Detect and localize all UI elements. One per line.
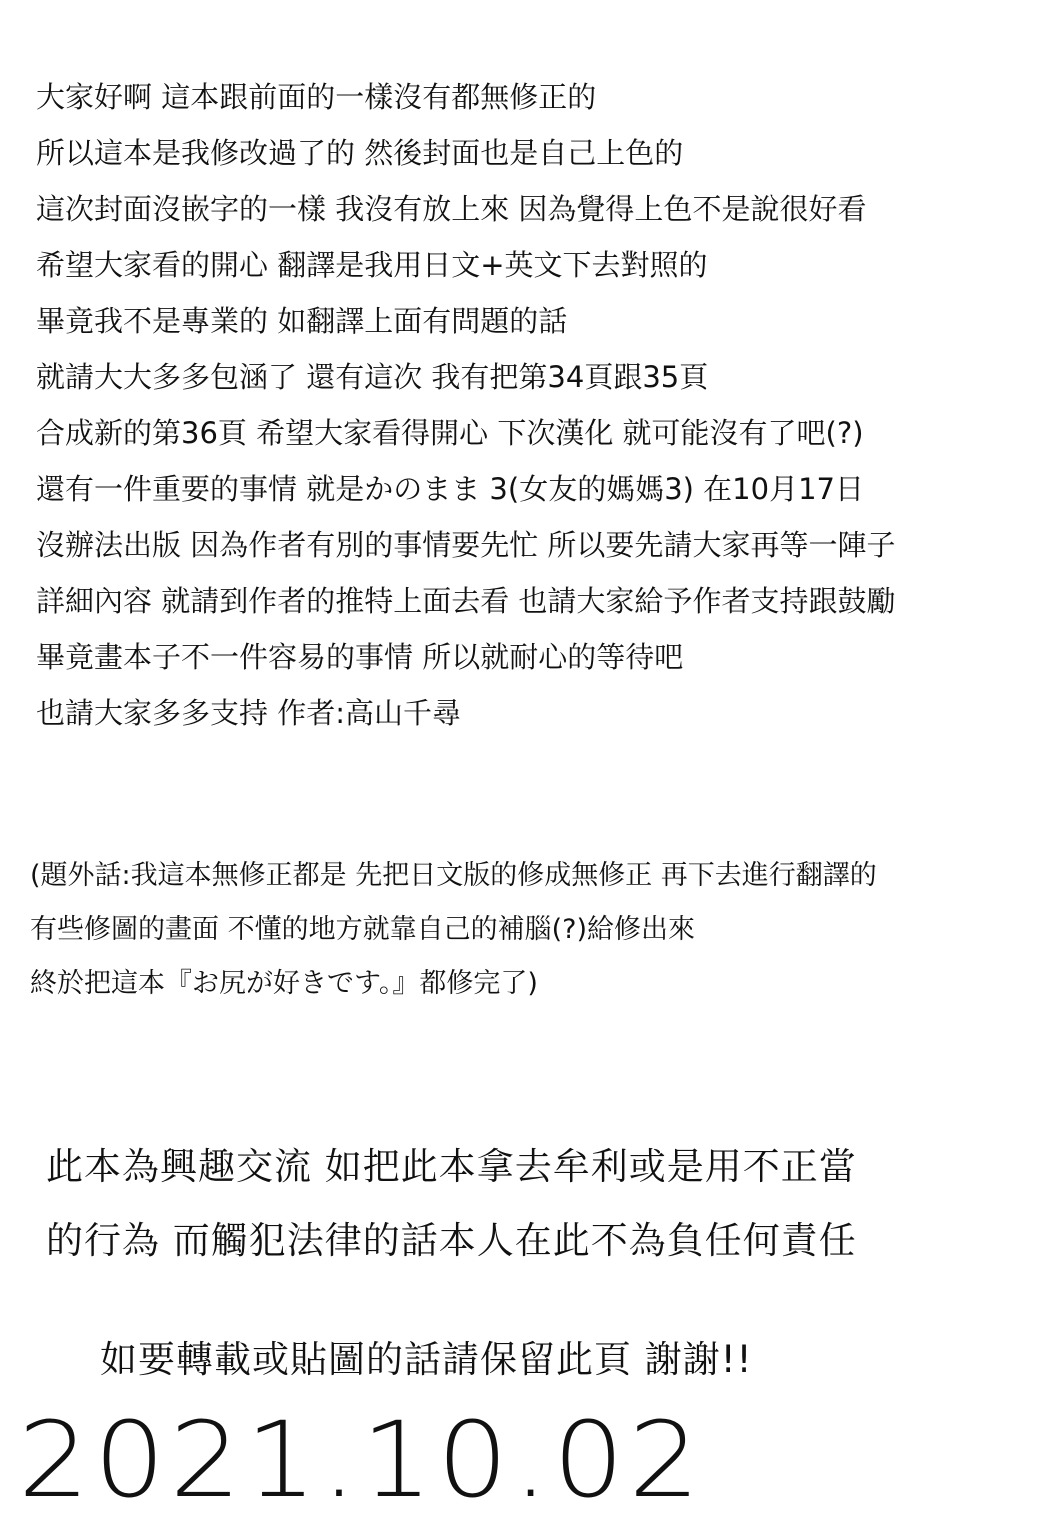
- main-note-line: 這次封面沒嵌字的一樣 我沒有放上來 因為覺得上色不是說很好看: [36, 192, 867, 226]
- main-note-line: 大家好啊 這本跟前面的一樣沒有都無修正的: [36, 80, 597, 114]
- repost-notice: 如要轉載或貼圖的話請保留此頁 謝謝!!: [100, 1338, 753, 1381]
- main-note-line: 畢竟畫本子不一件容易的事情 所以就耐心的等待吧: [36, 640, 684, 674]
- aside-note-line: (題外話:我這本無修正都是 先把日文版的修成無修正 再下去進行翻譯的: [30, 860, 877, 891]
- main-note-line: 沒辦法出版 因為作者有別的事情要先忙 所以要先請大家再等一陣子: [36, 528, 896, 562]
- main-note-line: 也請大家多多支持 作者:高山千尋: [36, 696, 461, 730]
- release-date: 2021.10.02: [18, 1399, 705, 1521]
- aside-note-line: 終於把這本『お尻が好きです。』都修完了): [30, 968, 538, 999]
- main-note-line: 就請大大多多包涵了 還有這次 我有把第34頁跟35頁: [36, 360, 709, 394]
- main-note-line: 合成新的第36頁 希望大家看得開心 下次漢化 就可能沒有了吧(?): [36, 416, 864, 450]
- aside-note-line: 有些修圖的畫面 不懂的地方就靠自己的補腦(?)給修出來: [30, 914, 695, 945]
- main-note-line: 所以這本是我修改過了的 然後封面也是自己上色的: [36, 136, 684, 170]
- main-note-line: 詳細內容 就請到作者的推特上面去看 也請大家給予作者支持跟鼓勵: [36, 584, 896, 618]
- main-note-line: 希望大家看的開心 翻譯是我用日文+英文下去對照的: [36, 248, 708, 282]
- main-note-line: 還有一件重要的事情 就是かのまま 3(女友的媽媽3) 在10月17日: [36, 472, 864, 506]
- disclaimer-line: 此本為興趣交流 如把此本拿去牟利或是用不正當: [46, 1145, 857, 1188]
- disclaimer-line: 的行為 而觸犯法律的話本人在此不為負任何責任: [46, 1219, 857, 1262]
- main-note-line: 畢竟我不是專業的 如翻譯上面有問題的話: [36, 304, 568, 338]
